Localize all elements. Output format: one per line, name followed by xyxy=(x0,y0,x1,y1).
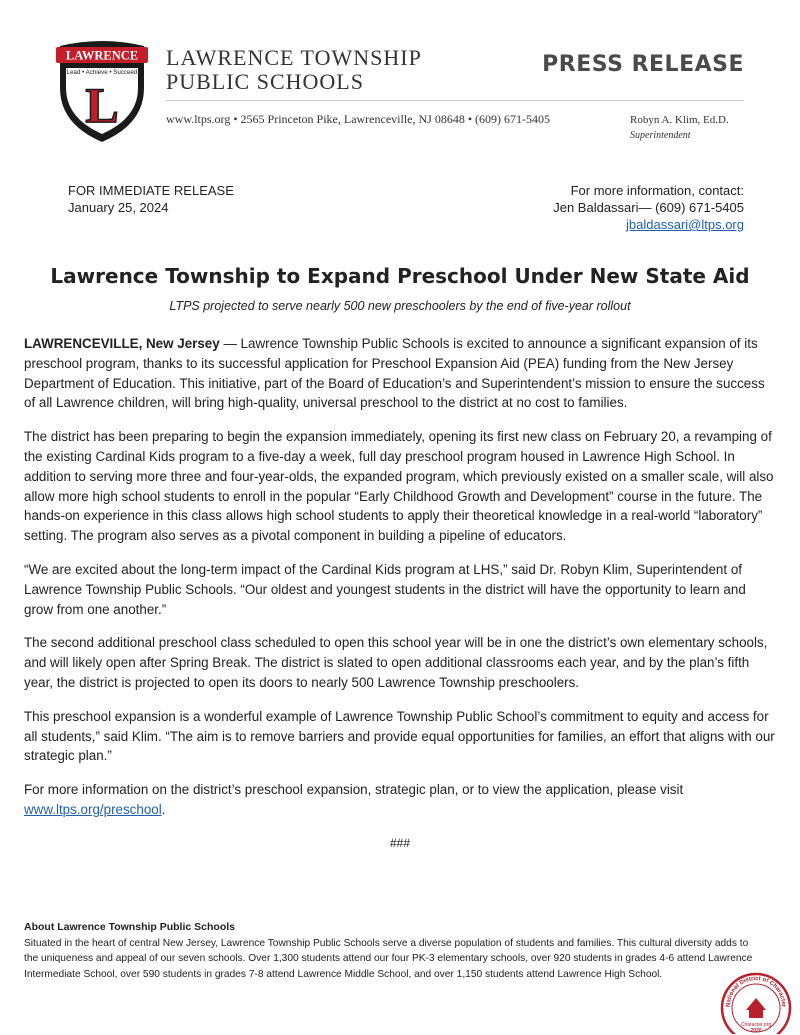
character-seal xyxy=(718,966,794,1034)
paragraph-6-text: For more information on the district’s preschool expansion, strategic plan, or to view the application, please visit xyxy=(24,782,684,798)
paragraph-2: The district has been preparing to begin the expansion immediately, opening its first new class on February 20, a revamping of the existing Cardinal Kids program to a five-day a week, full day preschool program housed in Lawrence High School. In addition to serving more three and four-year-olds, the expanded program, which previously existed on a smaller scale, will also allow more high school students to enroll in the popular “Early Childhood Growth and Development” course in the future. The hands-on experience in this class allows high school students to apply their theoretical knowledge in a real-world “laboratory” setting. The program also serves as a pivotal component in building a pipeline of educators. xyxy=(24,429,774,544)
paragraph-6 xyxy=(24,780,776,820)
seal-ring-text: National District of Character xyxy=(725,975,787,1008)
logo-banner-text: LAWRENCE xyxy=(65,48,139,63)
dateline: LAWRENCEVILLE, New Jersey xyxy=(24,336,220,351)
about-text: Situated in the heart of central New Jersey, Lawrence Township Public Schools serve a diverse population of students and families. This cultural diversity adds to the uniqueness and appeal of our seven schools. Over 1,300 students attend our four PK-3 elementary schools, over 920 students in grades 4-6 attend Lawrence Intermediate School, over 590 students in grades 7-8 attend Lawrence Middle School, and over 1,150 students attend Lawrence High School. xyxy=(24,937,753,980)
district-contact-line: www.ltps.org • 2565 Princeton Pike, Lawrenceville, NJ 08648 • (609) 671-5405 xyxy=(166,112,551,126)
seal-year: 2020 xyxy=(750,1028,762,1034)
headline: Lawrence Township to Expand Preschool Under New State Aid xyxy=(50,264,750,288)
release-info xyxy=(68,182,234,216)
logo-tagline: Lead • Achieve • Succeed xyxy=(66,69,138,76)
contact-person: Jen Baldassari— (609) 671-5405 xyxy=(553,200,744,215)
district-logo xyxy=(54,38,150,146)
end-mark: ### xyxy=(389,835,411,850)
contact-label: For more information, contact: xyxy=(570,183,744,198)
superintendent-block xyxy=(630,112,729,144)
header-divider xyxy=(166,100,744,101)
logo-letter: L xyxy=(85,77,119,133)
superintendent-title: Superintendent xyxy=(630,130,691,141)
organization-name xyxy=(166,46,422,94)
preschool-link[interactable]: www.ltps.org/preschool xyxy=(24,801,162,817)
about-section xyxy=(24,920,764,982)
paragraph-1 xyxy=(24,334,776,413)
paragraph-3: “We are excited about the long-term impact of the Cardinal Kids program at LHS,” said Dr. Robyn Klim, Superintendent of Lawrence Township Public Schools. “Our oldest and youngest students in the district will have the opportunity to learn and grow from one another.” xyxy=(24,561,746,617)
paragraph-1-text: — Lawrence Township Public Schools is excited to announce a significant expansion of its preschool program, thanks to its successful application for Preschool Expansion Aid (PEA) funding from the New Jersey Department of Education. This initiative, part of the Board of Education’s and Superintendent’s mission to ensure the success of all Lawrence children, will bring high-quality, universal preschool to the district at no cost to families. xyxy=(24,336,765,411)
paragraph-5: This preschool expansion is a wonderful example of Lawrence Township Public School’s commitment to equity and access for all students,” said Klim. “The aim is to remove barriers and provide equal opportunities for families, an effort that aligns with our strategic plan.” xyxy=(24,708,775,764)
superintendent-name: Robyn A. Klim, Ed.D. xyxy=(630,114,729,126)
release-status: FOR IMMEDIATE RELEASE xyxy=(68,183,234,198)
seal-website: Character.org xyxy=(740,1022,772,1028)
subheadline: LTPS projected to serve nearly 500 new preschoolers by the end of five-year rollout xyxy=(169,299,631,313)
about-title: About Lawrence Township Public Schools xyxy=(24,921,235,933)
contact-email-link[interactable]: jbaldassari@ltps.org xyxy=(626,217,744,232)
paragraph-6-end: . xyxy=(161,801,166,817)
document-type-label: PRESS RELEASE xyxy=(542,52,744,77)
org-name-line1: LAWRENCE TOWNSHIP xyxy=(166,45,422,70)
org-name-line2: PUBLIC SCHOOLS xyxy=(166,69,364,94)
release-date: January 25, 2024 xyxy=(68,200,169,215)
paragraph-4: The second additional preschool class scheduled to open this school year will be in one the district’s own elementary schools, and will likely open after Spring Break. The district is slated to open additional classrooms each year, and by the plan’s fifth year, the district is projected to open its doors to nearly 500 Lawrence Township preschoolers. xyxy=(24,635,768,690)
article-body xyxy=(24,334,776,868)
media-contact xyxy=(553,182,744,233)
